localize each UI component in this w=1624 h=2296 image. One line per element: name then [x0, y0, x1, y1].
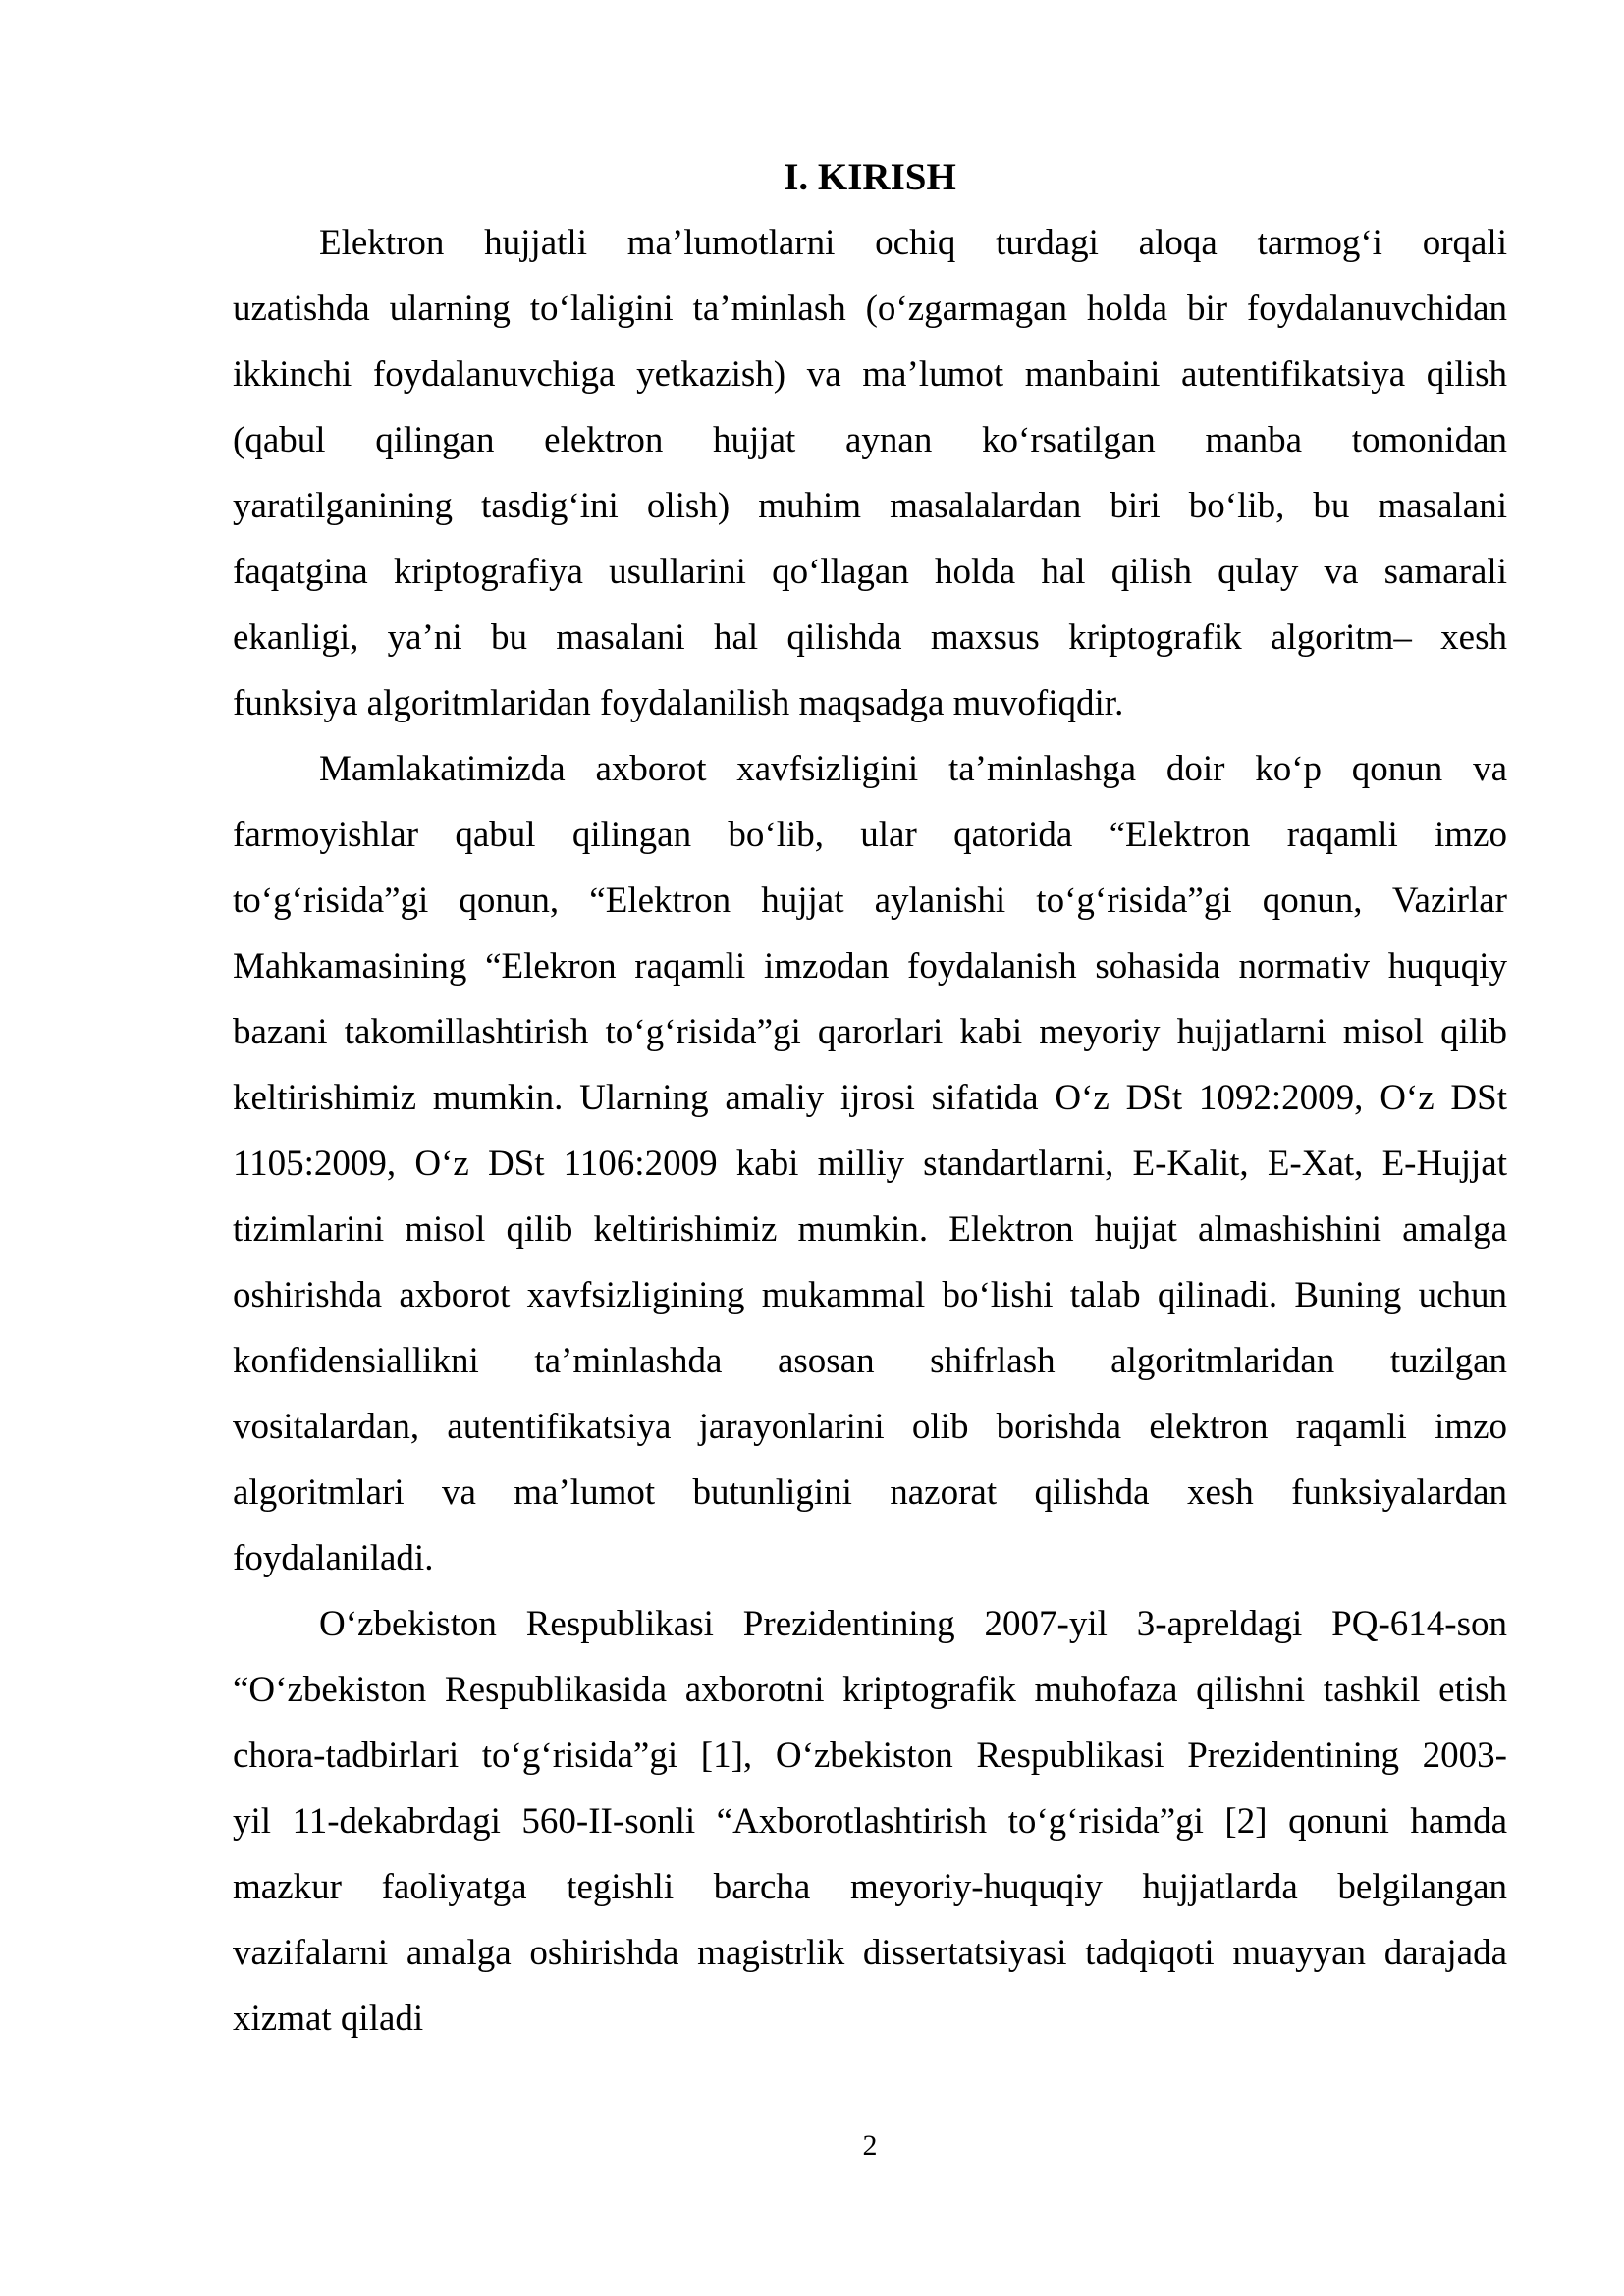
section-title: I. KIRISH [784, 156, 956, 198]
paragraph [233, 736, 1507, 1591]
paragraph [233, 210, 1507, 736]
text-line: algoritmlari va ma’lumot butunligini nazorat qilishda xesh funksiyalardan [233, 1472, 1507, 1513]
text-line: yil 11-dekabrdagi 560-II-sonli “Axborotlashtirish to‘g‘risida”gi [2] qonuni hamda [233, 1801, 1507, 1842]
text-line: mazkur faoliyatga tegishli barcha meyoriy-huquqiy hujjatlarda belgilangan [233, 1867, 1507, 1907]
text-line: tizimlarini misol qilib keltirishimiz mumkin. Elektron hujjat almashishini amalga [233, 1209, 1507, 1250]
text-line: Mamlakatimizda axborot xavfsizligini ta’minlashga doir ko‘p qonun va [319, 749, 1507, 789]
text-line: foydalaniladi. [233, 1538, 434, 1578]
page-number: 2 [862, 2129, 878, 2162]
text-line: (qabul qilingan elektron hujjat aynan ko‘rsatilgan manba tomonidan [233, 420, 1507, 460]
text-line: vazifalarni amalga oshirishda magistrlik dissertatsiyasi tadqiqoti muayyan darajada [233, 1933, 1507, 1973]
text-line: ikkinchi foydalanuvchiga yetkazish) va ma’lumot manbaini autentifikatsiya qilish [233, 354, 1507, 395]
text-line: vositalardan, autentifikatsiya jarayonlarini olib borishda elektron raqamli imzo [233, 1407, 1507, 1447]
text-line: yaratilganining tasdig‘ini olish) muhim masalalardan biri bo‘lib, bu masalani [233, 486, 1507, 526]
text-line: xizmat qiladi [233, 1999, 424, 2039]
text-line: keltirishimiz mumkin. Ularning amaliy ijrosi sifatida O‘z DSt 1092:2009, O‘z DSt [233, 1078, 1507, 1118]
document-body [233, 210, 1507, 2052]
text-line: funksiya algoritmlaridan foydalanilish maqsadga muvofiqdir. [233, 683, 1124, 723]
text-line: oshirishda axborot xavfsizligining mukammal bo‘lishi talab qilinadi. Buning uchun [233, 1275, 1507, 1315]
text-line: to‘g‘risida”gi qonun, “Elektron hujjat aylanishi to‘g‘risida”gi qonun, Vazirlar [233, 881, 1507, 921]
text-line: faqatgina kriptografiya usullarini qo‘llagan holda hal qilish qulay va samarali [233, 552, 1507, 592]
text-line: Mahkamasining “Elekron raqamli imzodan foydalanish sohasida normativ huquqiy [233, 946, 1507, 987]
text-line: Elektron hujjatli ma’lumotlarni ochiq turdagi aloqa tarmog‘i orqali [319, 223, 1507, 263]
text-line: “O‘zbekiston Respublikasida axborotni kriptografik muhofaza qilishni tashkil etish [233, 1670, 1507, 1710]
paragraph [233, 1591, 1507, 2052]
text-line: bazani takomillashtirish to‘g‘risida”gi qarorlari kabi meyoriy hujjatlarni misol qilib [233, 1012, 1507, 1052]
text-line: 1105:2009, O‘z DSt 1106:2009 kabi milliy standartlarni, E-Kalit, E-Xat, E-Hujjat [233, 1144, 1507, 1184]
text-line: O‘zbekiston Respublikasi Prezidentining 2007-yil 3-apreldagi PQ-614-son [319, 1604, 1507, 1644]
text-line: farmoyishlar qabul qilingan bo‘lib, ular qatorida “Elektron raqamli imzo [233, 815, 1507, 855]
document-content [233, 144, 1507, 2052]
text-line: ekanligi, ya’ni bu masalani hal qilishda maxsus kriptografik algoritm– xesh [233, 617, 1507, 658]
text-line: uzatishda ularning to‘laligini ta’minlash (o‘zgarmagan holda bir foydalanuvchidan [233, 289, 1507, 329]
text-line: konfidensiallikni ta’minlashda asosan shifrlash algoritmlaridan tuzilgan [233, 1341, 1507, 1381]
text-line: chora-tadbirlari to‘g‘risida”gi [1], O‘zbekiston Respublikasi Prezidentining 2003- [233, 1735, 1507, 1776]
